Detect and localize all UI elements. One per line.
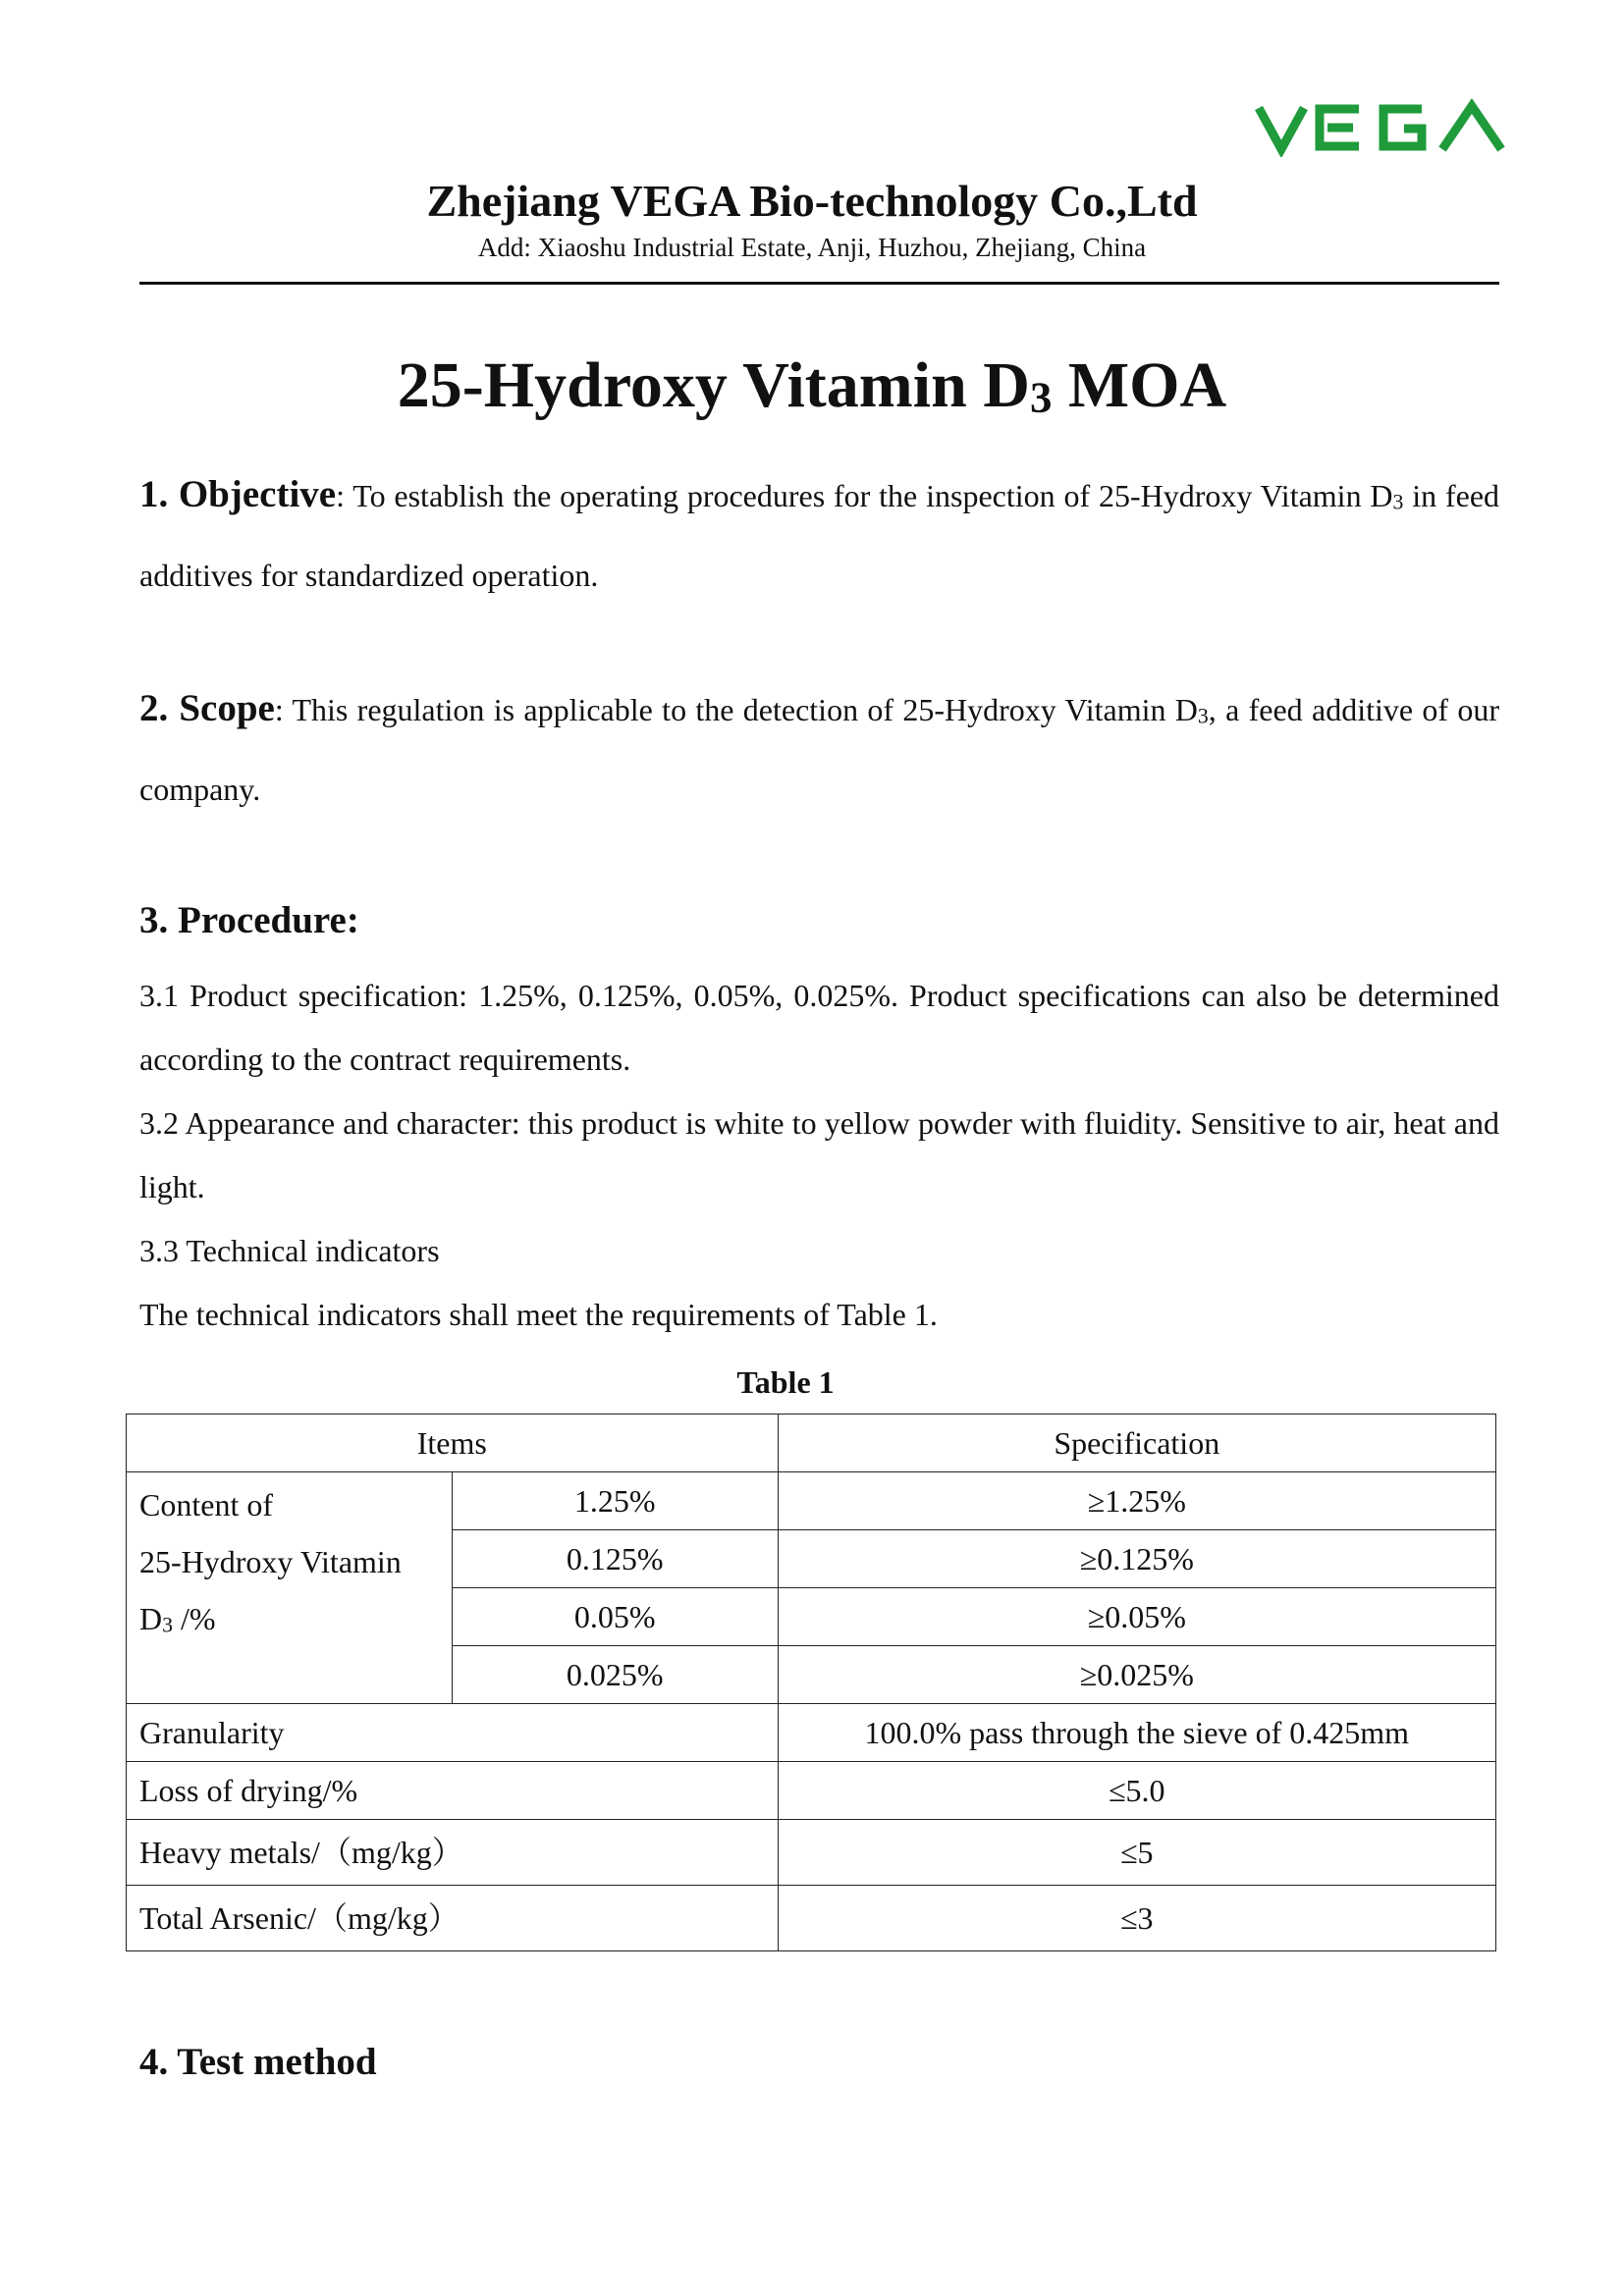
content-label [127, 1472, 453, 1704]
row-item: Loss of drying/% [127, 1762, 779, 1820]
content-spec: ≥1.25% [778, 1472, 1495, 1530]
content-spec: ≥0.05% [778, 1588, 1495, 1646]
vega-logo [1255, 98, 1508, 157]
procedure-3-2: 3.2 Appearance and character: this product is white to yellow powder with fluidity. Sensitive to air, heat and light. [139, 1105, 1499, 1204]
header-items: Items [127, 1415, 779, 1472]
content-grade: 0.125% [452, 1530, 778, 1588]
objective-paragraph [139, 458, 1499, 612]
company-name: Zhejiang VEGA Bio-technology Co.,Ltd [426, 176, 1198, 226]
table-caption: Table 1 [736, 1364, 835, 1400]
document-title [0, 344, 1624, 439]
procedure-heading: 3. Procedure: [139, 899, 359, 941]
title-subscript: 3 [1029, 372, 1053, 422]
table-row [127, 1820, 1496, 1886]
row-spec: ≤5 [778, 1820, 1495, 1886]
row-spec: ≤3 [778, 1886, 1495, 1951]
title-suffix: MOA [1052, 349, 1227, 421]
procedure-3-3: 3.3 Technical indicators [139, 1233, 440, 1268]
scope-text-end: , a feed additive of our company. [139, 692, 1500, 807]
objective-text: : To establish the operating procedures for the inspection of 25-Hydroxy Vitamin D [336, 478, 1393, 513]
table-header-row [127, 1415, 1496, 1472]
scope-text: : This regulation is applicable to the detection of 25-Hydroxy Vitamin D [274, 692, 1198, 727]
content-label-d: D [139, 1601, 163, 1636]
table-row [127, 1762, 1496, 1820]
content-spec: ≥0.025% [778, 1646, 1495, 1704]
row-spec: ≤5.0 [778, 1762, 1495, 1820]
objective-heading: 1. Objective [139, 473, 337, 515]
row-item: Granularity [127, 1704, 779, 1762]
content-label-subscript: 3 [162, 1613, 173, 1637]
content-label-line2: 25-Hydroxy Vitamin [139, 1544, 402, 1579]
scope-heading: 2. Scope [139, 687, 275, 729]
table-row [127, 1472, 1496, 1530]
scope-paragraph [139, 672, 1499, 826]
test-method-heading: 4. Test method [139, 2041, 377, 2083]
table-row [127, 1704, 1496, 1762]
header-divider [139, 282, 1499, 285]
technical-indicators-table [126, 1414, 1496, 1951]
content-spec: ≥0.125% [778, 1530, 1495, 1588]
title-main: 25-Hydroxy Vitamin D [397, 349, 1030, 421]
row-spec: 100.0% pass through the sieve of 0.425mm [778, 1704, 1495, 1762]
objective-subscript: 3 [1392, 490, 1404, 514]
row-item: Total Arsenic/（mg/kg） [127, 1886, 779, 1951]
row-item: Heavy metals/（mg/kg） [127, 1820, 779, 1886]
content-label-unit: /% [172, 1601, 216, 1636]
table-row [127, 1886, 1496, 1951]
content-grade: 0.025% [452, 1646, 778, 1704]
objective-text-end: in feed additives for standardized operation. [139, 478, 1500, 593]
scope-subscript: 3 [1197, 704, 1209, 728]
company-address: Add: Xiaoshu Industrial Estate, Anji, Huzhou, Zhejiang, China [477, 233, 1147, 262]
content-label-line1: Content of [139, 1487, 273, 1522]
procedure-table-intro: The technical indicators shall meet the requirements of Table 1. [139, 1297, 938, 1332]
content-grade: 1.25% [452, 1472, 778, 1530]
header-specification: Specification [778, 1415, 1495, 1472]
content-grade: 0.05% [452, 1588, 778, 1646]
procedure-3-1: 3.1 Product specification: 1.25%, 0.125%, 0.05%, 0.025%. Product specifications can also be determined according to the contract requirements. [139, 978, 1499, 1077]
